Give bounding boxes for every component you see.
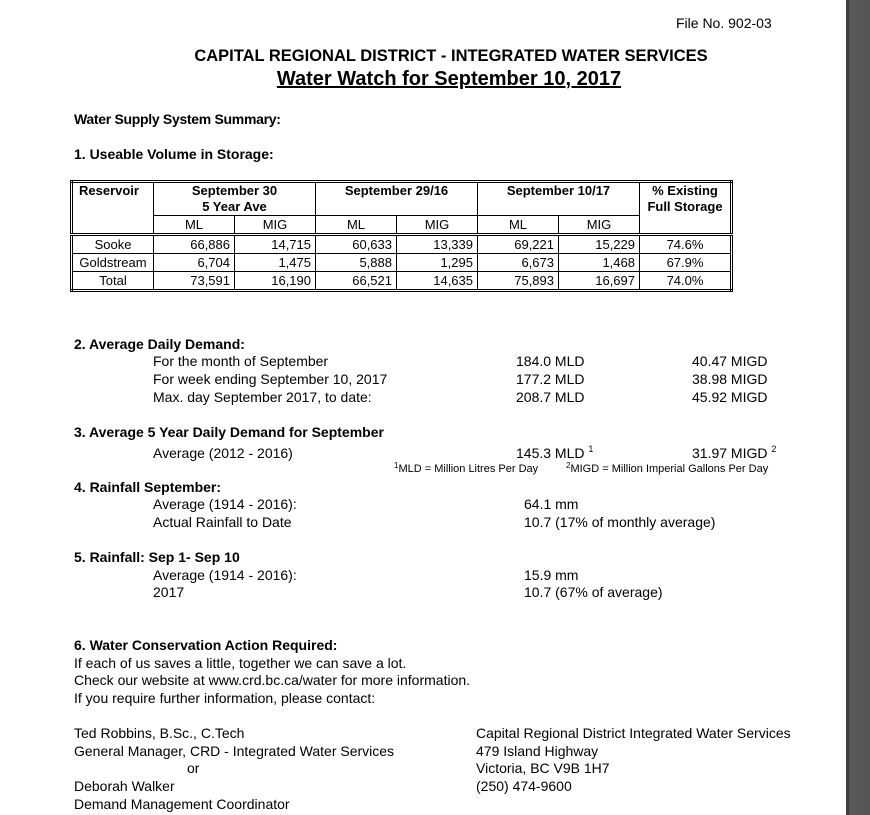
- col-pct-full: % Existing Full Storage: [640, 182, 732, 235]
- col-reservoir: Reservoir: [72, 182, 154, 235]
- col-prev-year: September 29/16: [316, 182, 478, 216]
- section-1-heading: 1. Useable Volume in Storage:: [74, 146, 274, 162]
- section-5-heading: 5. Rainfall: Sep 1- Sep 10: [74, 549, 240, 565]
- viewer-scrollbar[interactable]: [846, 0, 870, 815]
- section-3-heading: 3. Average 5 Year Daily Demand for September: [74, 424, 384, 440]
- section-2-heading: 2. Average Daily Demand:: [74, 336, 245, 352]
- cell: 74.6%: [640, 235, 732, 254]
- demand-mld: 184.0 MLD: [516, 353, 585, 369]
- unit-mig: MIG: [397, 216, 478, 235]
- demand-mld: 177.2 MLD: [516, 371, 585, 387]
- reservoir-name: Sooke: [72, 235, 154, 254]
- page-title: Water Watch for September 10, 2017: [276, 68, 622, 90]
- conservation-line: Check our website at www.crd.bc.ca/water for more information.: [74, 672, 471, 688]
- cell: 73,591: [154, 272, 235, 291]
- unit-mig: MIG: [559, 216, 640, 235]
- org-heading: CAPITAL REGIONAL DISTRICT - INTEGRATED WATER SERVICES: [194, 47, 708, 65]
- contact-title: General Manager, CRD - Integrated Water Services: [74, 743, 395, 759]
- file-number: File No. 902-03: [676, 15, 772, 31]
- org-address-city: Victoria, BC V9B 1H7: [476, 760, 610, 776]
- unit-ml: ML: [154, 216, 235, 235]
- demand-migd: 45.92 MIGD: [692, 389, 768, 405]
- rain-value: 10.7 (17% of monthly average): [524, 514, 716, 530]
- col-current: September 10/17: [478, 182, 640, 216]
- rain-label: Actual Rainfall to Date: [153, 514, 292, 530]
- rain-value: 10.7 (67% of average): [524, 584, 663, 600]
- demand-mld: 208.7 MLD: [516, 389, 585, 405]
- demand-label: For the month of September: [153, 353, 329, 369]
- conservation-line: If you require further information, please contact:: [74, 690, 376, 706]
- cell: 69,221: [478, 235, 559, 254]
- section-6-heading: 6. Water Conservation Action Required:: [74, 637, 338, 653]
- cell: 5,888: [316, 254, 397, 272]
- rain-label: Average (1914 - 2016):: [153, 496, 297, 512]
- rain-value: 15.9 mm: [524, 567, 579, 583]
- cell: 15,229: [559, 235, 640, 254]
- reservoir-name: Total: [72, 272, 154, 291]
- contact-or: or: [187, 760, 200, 776]
- unit-ml: ML: [478, 216, 559, 235]
- org-address-street: 479 Island Highway: [476, 743, 599, 759]
- rain-label: 2017: [153, 584, 185, 600]
- reservoir-name: Goldstream: [72, 254, 154, 272]
- col-5yr-avg: September 30 5 Year Ave: [154, 182, 316, 216]
- cell: 67.9%: [640, 254, 732, 272]
- cell: 16,190: [235, 272, 316, 291]
- cell: 74.0%: [640, 272, 732, 291]
- cell: 14,715: [235, 235, 316, 254]
- demand-label: Max. day September 2017, to date:: [153, 389, 372, 405]
- summary-heading: Water Supply System Summary:: [74, 111, 281, 127]
- contact-title: Demand Management Coordinator: [74, 796, 290, 812]
- avg-5yr-mld: 145.3 MLD $^1$: [516, 444, 594, 461]
- cell: 14,635: [397, 272, 478, 291]
- cell: 16,697: [559, 272, 640, 291]
- table-row: [72, 272, 732, 291]
- table-row: [72, 254, 732, 272]
- cell: 60,633: [316, 235, 397, 254]
- section-4-heading: 4. Rainfall September:: [74, 479, 222, 495]
- footnote-mld: $^1$MLD = Million Litres Per Day: [394, 461, 539, 475]
- cell: 66,886: [154, 235, 235, 254]
- demand-label: For week ending September 10, 2017: [153, 371, 388, 387]
- org-address-name: Capital Regional District Integrated Water Services: [476, 725, 791, 741]
- cell: 13,339: [397, 235, 478, 254]
- cell: 1,475: [235, 254, 316, 272]
- contact-name: Deborah Walker: [74, 778, 175, 794]
- cell: 1,295: [397, 254, 478, 272]
- avg-5yr-migd: 31.97 MIGD $^2$: [692, 444, 777, 461]
- unit-mig: MIG: [235, 216, 316, 235]
- footnote-migd: $^2$MIGD = Million Imperial Gallons Per Day: [566, 461, 769, 475]
- org-phone: (250) 474-9600: [476, 778, 572, 794]
- demand-migd: 40.47 MIGD: [692, 353, 768, 369]
- rain-value: 64.1 mm: [524, 496, 579, 512]
- cell: 1,468: [559, 254, 640, 272]
- table-row: [72, 235, 732, 254]
- conservation-line: If each of us saves a little, together we can save a lot.: [74, 655, 407, 671]
- avg-5yr-label: Average (2012 - 2016): [153, 445, 293, 461]
- cell: 75,893: [478, 272, 559, 291]
- storage-table: [70, 180, 733, 292]
- cell: 66,521: [316, 272, 397, 291]
- cell: 6,704: [154, 254, 235, 272]
- cell: 6,673: [478, 254, 559, 272]
- rain-label: Average (1914 - 2016):: [153, 567, 297, 583]
- demand-migd: 38.98 MIGD: [692, 371, 768, 387]
- unit-ml: ML: [316, 216, 397, 235]
- contact-name: Ted Robbins, B.Sc., C.Tech: [74, 725, 245, 741]
